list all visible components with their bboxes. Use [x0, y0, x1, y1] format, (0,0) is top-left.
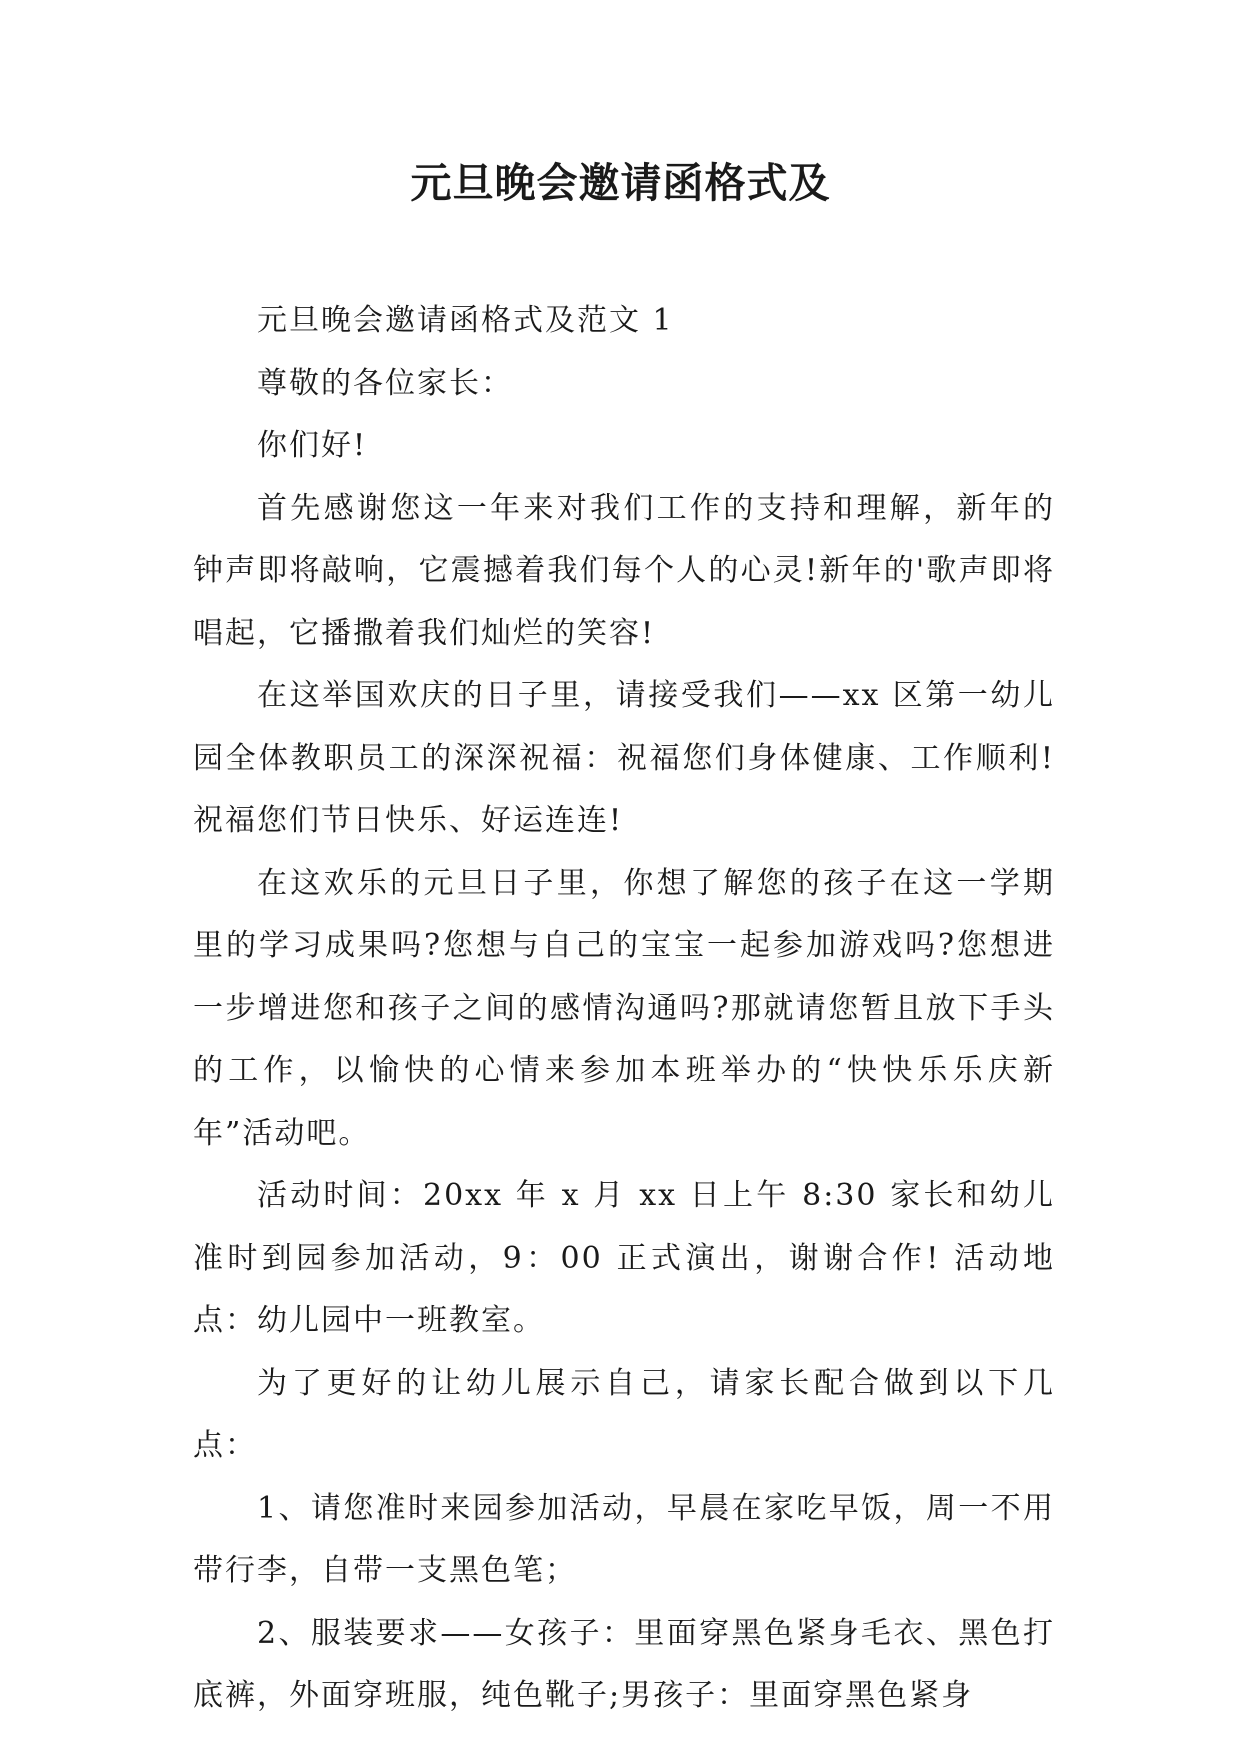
- document-body: [193, 290, 1055, 1728]
- paragraph: 为了更好的让幼儿展示自己，请家长配合做到以下几点：: [193, 1365, 1055, 1463]
- paragraph: 在这欢乐的元旦日子里，你想了解您的孩子在这一学期里的学习成果吗?您想与自己的宝宝一起参加游戏吗?您想进一步增进您和孩子之间的感情沟通吗?那就请您暂且放下手头的工作，以愉快的心情来参加本班举办的“快快乐乐庆新年”活动吧。: [193, 865, 1055, 1151]
- paragraph: 首先感谢您这一年来对我们工作的支持和理解，新年的钟声即将敲响，它震撼着我们每个人的心灵!新年的'歌声即将唱起，它播撒着我们灿烂的笑容!: [193, 490, 1055, 651]
- paragraph: 活动时间：20xx 年 x 月 xx 日上午 8:30 家长和幼儿准时到园参加活动，9：00 正式演出，谢谢合作! 活动地点：幼儿园中一班教室。: [193, 1178, 1055, 1338]
- list-item: 2、服装要求——女孩子：里面穿黑色紧身毛衣、黑色打底裤，外面穿班服，纯色靴子;男孩子：里面穿黑色紧身: [193, 1615, 1055, 1713]
- salutation: 尊敬的各位家长：: [257, 365, 513, 401]
- paragraph: 在这举国欢庆的日子里，请接受我们——xx 区第一幼儿园全体教职员工的深深祝福：祝福您们身体健康、工作顺利!祝福您们节日快乐、好运连连!: [193, 678, 1055, 838]
- greeting: 你们好!: [257, 428, 368, 463]
- heading-line: 元旦晚会邀请函格式及范文 1: [257, 303, 674, 338]
- list-item: 1、请您准时来园参加活动，早晨在家吃早饭，周一不用带行李，自带一支黑色笔；: [193, 1490, 1055, 1588]
- document-title: 元旦晚会邀请函格式及: [410, 159, 831, 207]
